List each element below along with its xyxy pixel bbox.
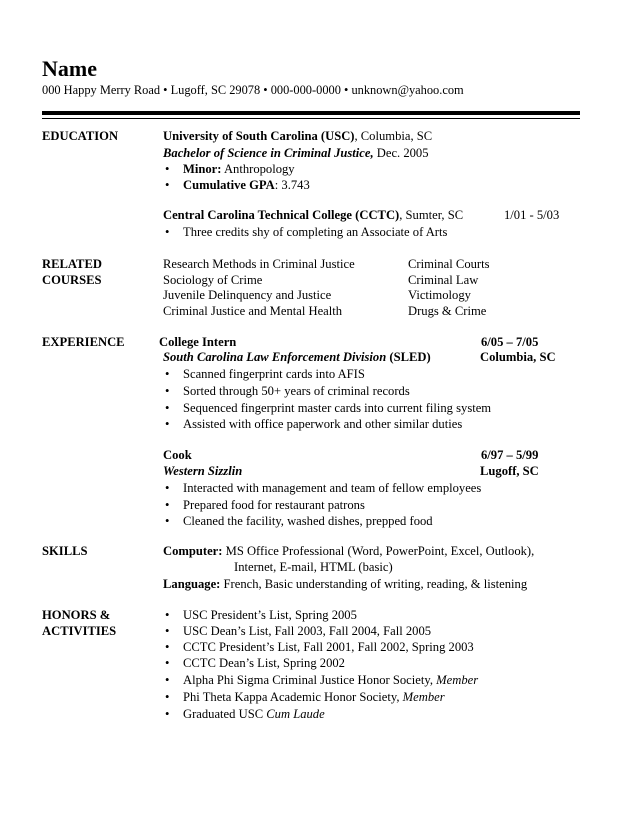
honor-item: • CCTC Dean’s List, Spring 2002 [165, 656, 345, 670]
bullet-icon: • [165, 225, 170, 239]
bullet-icon: • [165, 514, 170, 528]
bullet-icon: • [165, 673, 170, 687]
language-value: French, Basic understanding of writing, reading, & listening [220, 577, 528, 591]
honor-item: • Graduated USC Cum Laude [165, 707, 325, 721]
gpa-item [165, 177, 310, 193]
honors-heading-1: HONORS & [42, 608, 111, 622]
bullet-icon: • [165, 608, 170, 622]
job2-dates: 6/97 – 5/99 [481, 448, 539, 462]
courses-heading-1: RELATED [42, 257, 102, 271]
job2-title: Cook [163, 448, 192, 462]
bullet-icon: • [165, 384, 170, 398]
honor-item: • Alpha Phi Sigma Criminal Justice Honor Society, Member [165, 673, 479, 687]
resume-name: Name [42, 56, 97, 81]
computer-value: MS Office Professional (Word, PowerPoint, Excel, Outlook), [222, 544, 535, 558]
courses-heading-2: COURSES [42, 273, 102, 287]
job1-org: South Carolina Law Enforcement Division [163, 350, 387, 364]
bullet-icon: • [165, 162, 170, 176]
course-item: Juvenile Delinquency and Justice [163, 288, 332, 302]
job1-bullet: • Sequenced fingerprint master cards into current filing system [165, 401, 492, 415]
honor-item: • Phi Theta Kappa Academic Honor Society, Member [165, 690, 445, 704]
course-item: Victimology [408, 288, 471, 302]
job2-bullet: • Cleaned the facility, washed dishes, prepped food [165, 514, 433, 528]
job1-bullet: • Assisted with office paperwork and other similar duties [165, 417, 463, 431]
skills-heading: SKILLS [42, 544, 88, 558]
job1-location: Columbia, SC [480, 350, 556, 364]
gpa-label: Cumulative GPA [183, 178, 275, 192]
course-item: Research Methods in Criminal Justice [163, 257, 355, 271]
honor-item: • CCTC President’s List, Fall 2001, Fall 2002, Spring 2003 [165, 640, 474, 654]
skills-language-line [163, 576, 527, 592]
job2-bullet: • Prepared food for restaurant patrons [165, 498, 365, 512]
bullet-icon: • [165, 624, 170, 638]
school1-line [163, 128, 432, 144]
degree-date: Dec. 2005 [373, 146, 429, 160]
computer-label: Computer: [163, 544, 223, 558]
job1-org-abbr: (SLED) [386, 350, 431, 364]
course-item: Criminal Courts [408, 257, 490, 271]
job1-org-line [163, 349, 431, 365]
bullet-icon: • [165, 640, 170, 654]
gpa-value: : 3.743 [274, 178, 310, 192]
bullet-icon: • [165, 498, 170, 512]
school2-name: Central Carolina Technical College (CCTC) [163, 208, 400, 222]
degree-name: Bachelor of Science in Criminal Justice, [163, 146, 374, 160]
school2-bullet: • Three credits shy of completing an Associate of Arts [165, 225, 448, 239]
bullet-icon: • [165, 481, 170, 495]
job2-org: Western Sizzlin [163, 464, 243, 478]
minor-label: Minor: [183, 162, 222, 176]
bullet-icon: • [165, 401, 170, 415]
honor-item: • USC President’s List, Spring 2005 [165, 608, 357, 622]
honors-heading-2: ACTIVITIES [42, 624, 117, 638]
bullet-icon: • [165, 178, 170, 192]
degree-line [163, 145, 429, 161]
school2-line [163, 207, 463, 223]
honor-item: • USC Dean’s List, Fall 2003, Fall 2004, Fall 2005 [165, 624, 432, 638]
course-item: Criminal Justice and Mental Health [163, 304, 343, 318]
experience-heading: EXPERIENCE [42, 335, 125, 349]
bullet-icon: • [165, 417, 170, 431]
computer-value-2: Internet, E-mail, HTML (basic) [234, 560, 393, 574]
minor-value: Anthropology [221, 162, 295, 176]
education-heading: EDUCATION [42, 129, 119, 143]
school1-name: University of South Carolina (USC) [163, 129, 355, 143]
bullet-icon: • [165, 707, 170, 721]
school1-location: , Columbia, SC [354, 129, 433, 143]
course-item: Criminal Law [408, 273, 479, 287]
bullet-icon: • [165, 690, 170, 704]
job2-location: Lugoff, SC [480, 464, 539, 478]
contact-line: 000 Happy Merry Road • Lugoff, SC 29078 • 000-000-0000 • unknown@yahoo.com [42, 83, 464, 97]
bullet-icon: • [165, 367, 170, 381]
minor-item [165, 161, 295, 177]
job1-dates: 6/05 – 7/05 [481, 335, 539, 349]
job2-bullet: • Interacted with management and team of fellow employees [165, 481, 482, 495]
course-item: Drugs & Crime [408, 304, 487, 318]
job1-bullet: • Scanned fingerprint cards into AFIS [165, 367, 365, 381]
header-rule-thick [42, 111, 580, 115]
school2-location: , Sumter, SC [399, 208, 464, 222]
language-label: Language: [163, 577, 221, 591]
header-rule-thin [42, 118, 580, 119]
job1-title: College Intern [159, 335, 237, 349]
course-item: Sociology of Crime [163, 273, 263, 287]
school2-dates: 1/01 - 5/03 [504, 208, 560, 222]
skills-computer-line [163, 543, 534, 559]
bullet-icon: • [165, 656, 170, 670]
job1-bullet: • Sorted through 50+ years of criminal records [165, 384, 410, 398]
